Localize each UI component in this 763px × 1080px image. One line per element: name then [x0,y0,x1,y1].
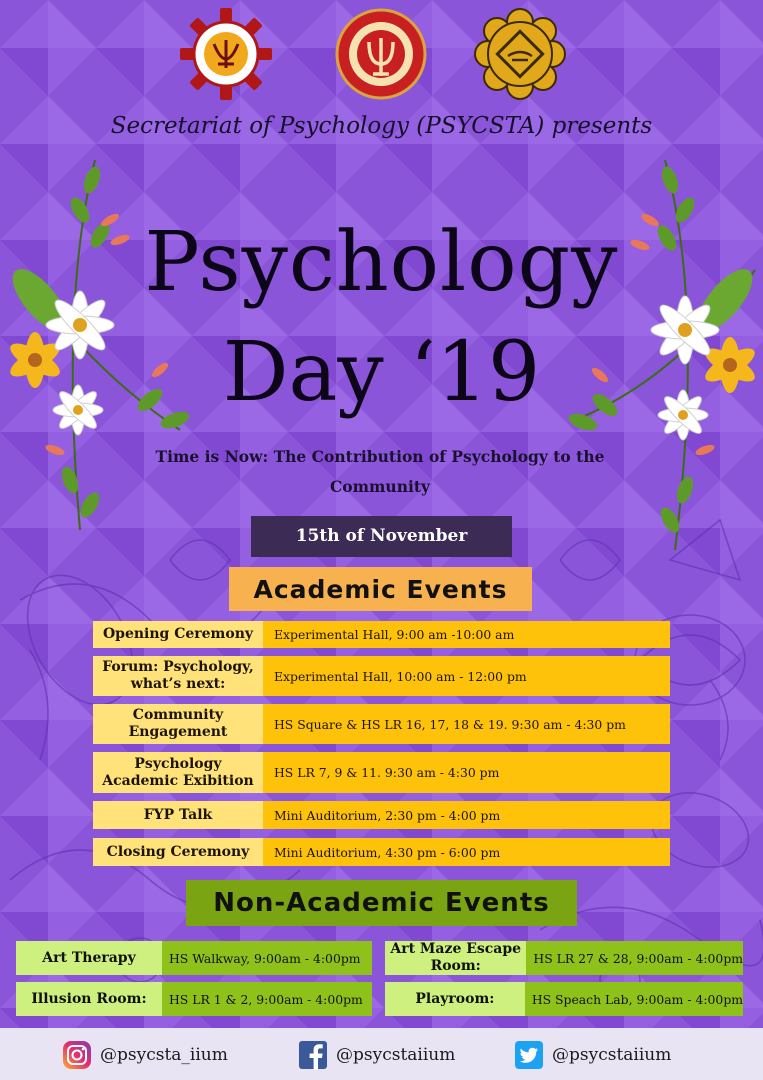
presenter-line: Secretariat of Psychology (PSYCSTA) presents [110,113,653,139]
academic-event-name: Opening Ceremony [93,621,263,648]
facebook-handle[interactable] [298,1040,455,1070]
non-academic-event-row [385,982,743,1016]
academic-event-detail: Mini Auditorium, 4:30 pm - 6:00 pm [263,838,670,866]
instagram-icon [62,1040,92,1070]
facebook-handle-text: @psycstaiium [336,1045,456,1065]
facebook-icon [298,1040,328,1070]
event-date: 15th of November [251,516,512,557]
twitter-icon [514,1040,544,1070]
theme-line-1: Time is Now: The Contribution of Psychology to the [155,447,605,466]
instagram-handle[interactable] [62,1040,228,1070]
academic-event-detail: HS Square & HS LR 16, 17, 18 & 19. 9:30 am - 4:30 pm [263,704,670,744]
non-academic-event-row [16,941,372,975]
academic-event-name: Closing Ceremony [93,838,263,866]
non-academic-event-name: Art Therapy [16,941,162,975]
academic-event-detail: Experimental Hall, 9:00 am -10:00 am [263,621,670,648]
non-academic-event-row [16,982,372,1016]
academic-event-row [93,656,670,696]
non-academic-event-detail: HS LR 1 & 2, 9:00am - 4:00pm [162,982,372,1016]
non-academic-event-detail: HS Speach Lab, 9:00am - 4:00pm [525,982,743,1016]
academic-event-detail: Mini Auditorium, 2:30 pm - 4:00 pm [263,801,670,829]
academic-events-heading: Academic Events [229,567,532,611]
title-line-2: Day ‘19 [222,325,541,420]
non-academic-events-heading: Non-Academic Events [186,880,577,926]
non-academic-event-name: Playroom: [385,982,525,1016]
theme-line-2: Community [329,477,431,496]
academic-event-name: Psychology Academic Exibition [93,752,263,793]
academic-event-row [93,704,670,744]
non-academic-event-name: Art Maze Escape Room: [385,941,526,975]
non-academic-event-name: Illusion Room: [16,982,162,1016]
academic-event-row [93,752,670,793]
twitter-handle[interactable] [514,1040,671,1070]
non-academic-event-detail: HS LR 27 & 28, 9:00am - 4:00pm [526,941,743,975]
academic-event-name: Forum: Psychology, what’s next: [93,656,263,696]
instagram-handle-text: @psycsta_iium [100,1045,228,1065]
event-theme [120,442,640,502]
academic-event-detail: HS LR 7, 9 & 11. 9:30 am - 4:30 pm [263,752,670,793]
academic-event-name: FYP Talk [93,801,263,829]
academic-event-name: Community Engagement [93,704,263,744]
psycsta-logo-icon [180,8,272,100]
non-academic-event-detail: HS Walkway, 9:00am - 4:00pm [162,941,372,975]
academic-event-row [93,838,670,866]
psychology-day-seal-icon [335,8,427,100]
twitter-handle-text: @psycstaiium [552,1045,672,1065]
title-line-1: Psychology [144,215,619,310]
academic-event-detail: Experimental Hall, 10:00 am - 12:00 pm [263,656,670,696]
academic-event-row [93,801,670,829]
non-academic-event-row [385,941,743,975]
kulliyyah-emblem-icon [474,8,566,100]
academic-event-row [93,621,670,648]
